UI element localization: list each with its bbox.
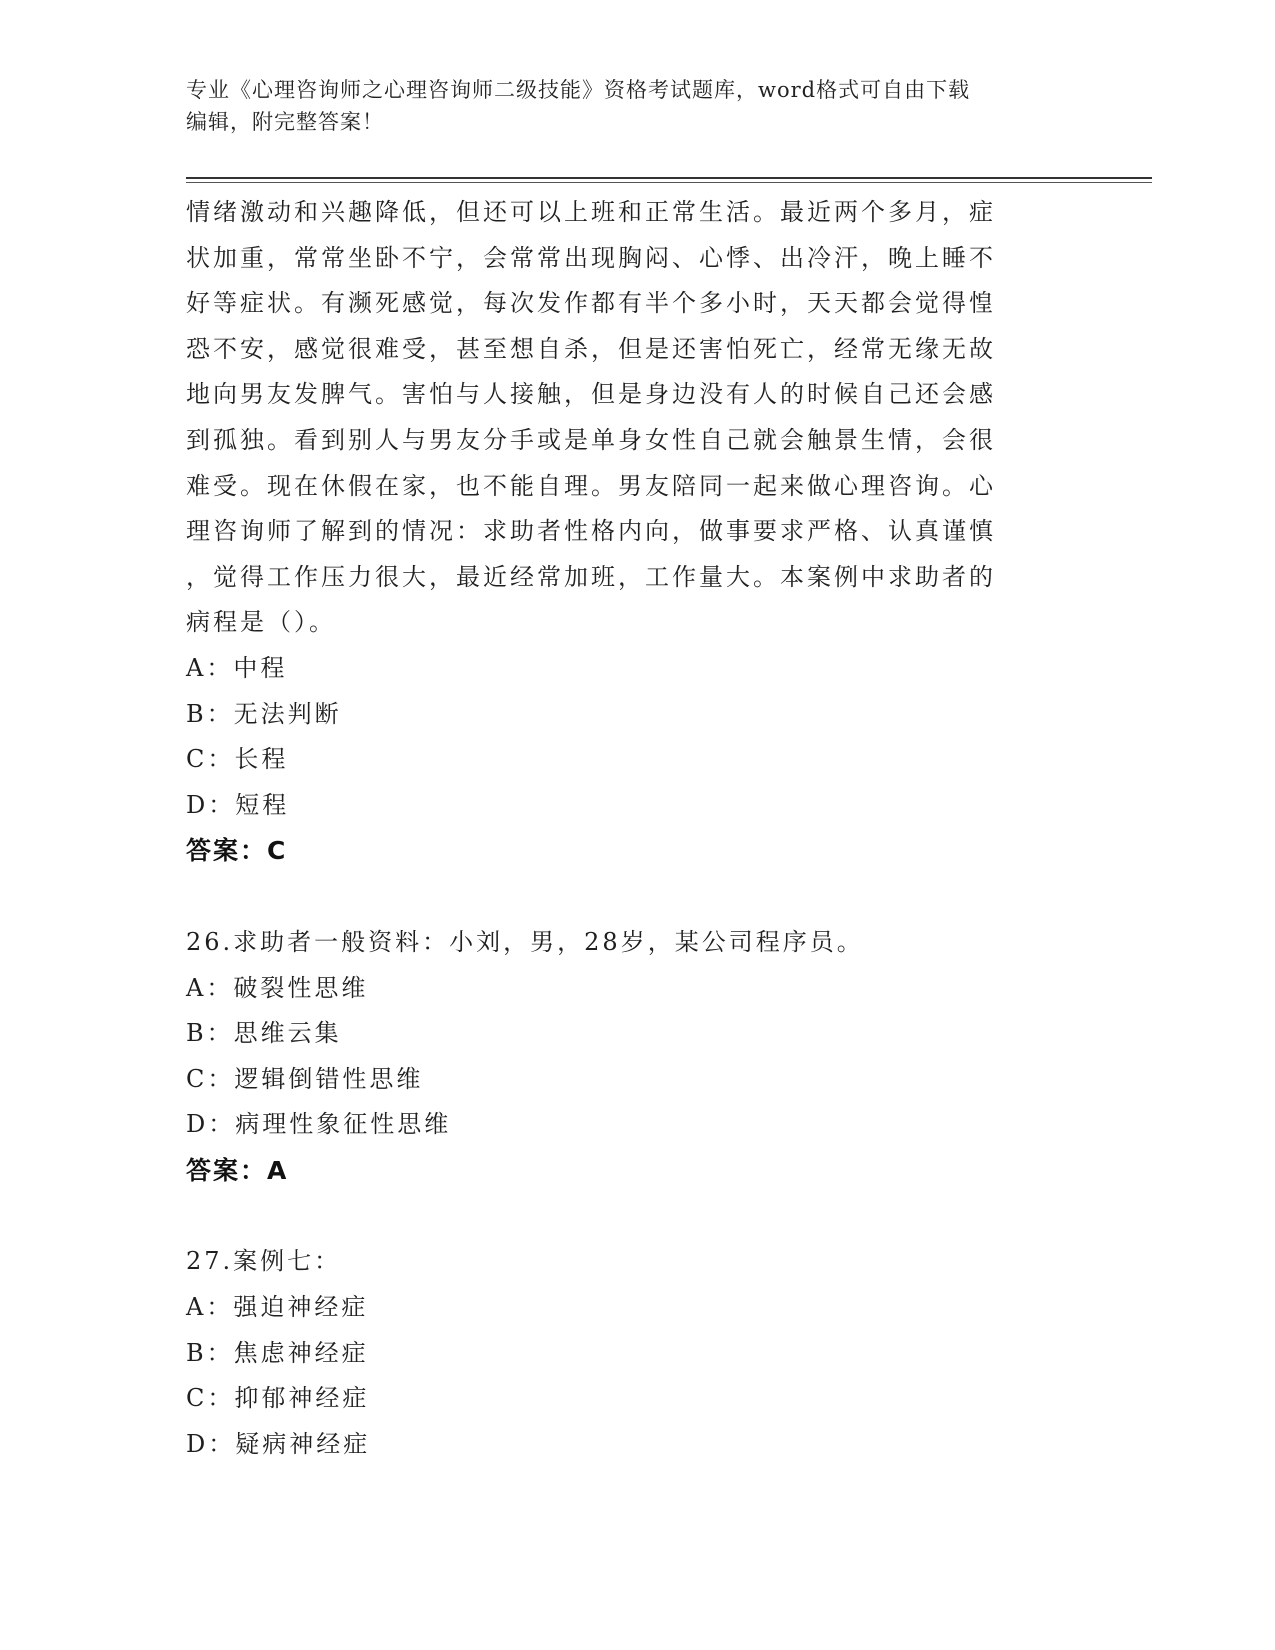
stem-line: 难受。现在休假在家，也不能自理。男友陪同一起来做心理咨询。心 xyxy=(186,471,996,500)
option-b: B：焦虑神经症 xyxy=(186,1338,369,1367)
question-stem xyxy=(186,190,1056,646)
option-a: A：中程 xyxy=(186,653,288,682)
option-c: C：抑郁神经症 xyxy=(186,1384,370,1413)
stem-line: 到孤独。看到别人与男友分手或是单身女性自己就会触景生情，会很 xyxy=(186,425,996,454)
stem-line: 好等症状。有濒死感觉，每次发作都有半个多小时，天天都会觉得惶 xyxy=(186,289,996,318)
stem-line: 恐不安，感觉很难受，甚至想自杀，但是还害怕死亡，经常无缘无故 xyxy=(186,334,996,363)
stem-line: 地向男友发脾气。害怕与人接触，但是身边没有人的时候自己还会感 xyxy=(186,380,996,409)
stem-line: 病程是（）。 xyxy=(186,608,336,637)
answer-text: 答案：C xyxy=(186,836,288,866)
stem-line: 理咨询师了解到的情况：求助者性格内向，做事要求严格、认真谨慎 xyxy=(186,517,996,546)
stem-line: ，觉得工作压力很大，最近经常加班，工作量大。本案例中求助者的 xyxy=(186,562,996,591)
option-b: B：思维云集 xyxy=(186,1019,342,1048)
question-stem: 27.案例七： xyxy=(186,1247,342,1276)
option-a: A：强迫神经症 xyxy=(186,1293,369,1322)
header-divider-thick xyxy=(186,177,1152,179)
question-stem: 26.求助者一般资料：小刘，男，28岁，某公司程序员。 xyxy=(186,927,864,956)
question-27 xyxy=(186,1239,1056,1467)
option-c: C：长程 xyxy=(186,745,289,774)
question-content xyxy=(186,190,1056,1467)
question-25 xyxy=(186,190,1056,874)
option-d: D：疑病神经症 xyxy=(186,1429,371,1458)
document-header xyxy=(186,74,1086,138)
option-d: D：病理性象征性思维 xyxy=(186,1110,452,1139)
stem-line: 情绪激动和兴趣降低，但还可以上班和正常生活。最近两个多月，症 xyxy=(186,198,996,226)
stem-line: 状加重，常常坐卧不宁，会常常出现胸闷、心悸、出冷汗，晚上睡不 xyxy=(186,243,996,272)
option-a: A：破裂性思维 xyxy=(186,973,369,1002)
header-divider-thin xyxy=(186,182,1152,183)
option-d: D：短程 xyxy=(186,790,290,819)
header-line-2: 编辑，附完整答案！ xyxy=(186,110,384,134)
option-b: B：无法判断 xyxy=(186,699,342,728)
header-line-1: 专业《心理咨询师之心理咨询师二级技能》资格考试题库，word格式可自由下载 xyxy=(186,78,971,102)
answer-text: 答案：A xyxy=(186,1155,289,1185)
spacer xyxy=(186,1193,1056,1239)
question-26 xyxy=(186,920,1056,1194)
option-c: C：逻辑倒错性思维 xyxy=(186,1064,424,1093)
spacer xyxy=(186,874,1056,920)
